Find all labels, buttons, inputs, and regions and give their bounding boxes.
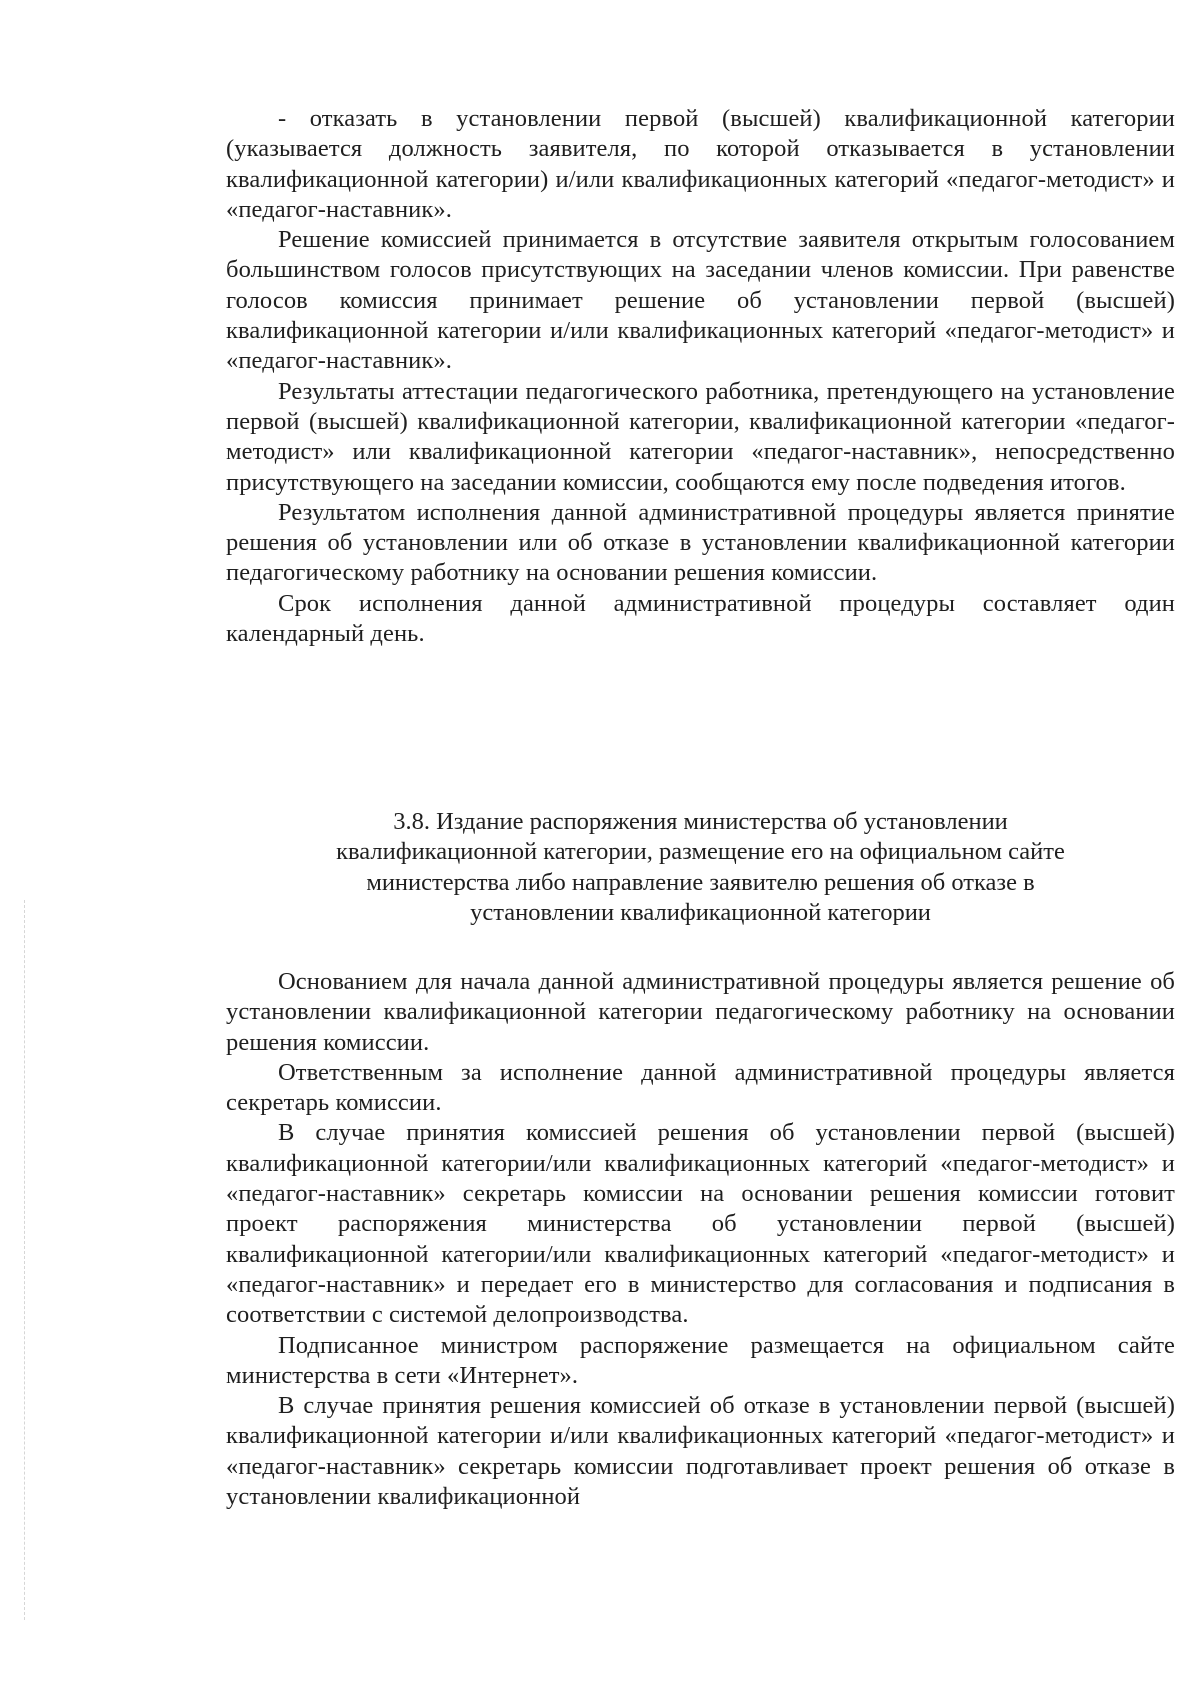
paragraph-procedure-result: Результатом исполнения данной административной процедуры является принятие решения об установлении или об отказе в установлении квалификационной категории педагогическому работнику на основании решения комиссии. bbox=[226, 498, 1175, 587]
paragraph-procedure-term: Срок исполнения данной административной процедуры составляет один календарный день. bbox=[226, 589, 1175, 648]
section-heading-line: 3.8. Издание распоряжения министерства об установлении bbox=[393, 808, 1008, 835]
paragraph-procedure-basis: Основанием для начала данной административной процедуры является решение об установлении квалификационной категории педагогическому работнику на основании решения комиссии. bbox=[226, 968, 1175, 1056]
paragraph-positive-decision: В случае принятия комиссией решения об установлении первой (высшей) квалификационной категории/или квалификационных категорий «педагог-методист» и «педагог-наставник» секретарь комиссии на основании решения комиссии готовит проект распоряжения министерства об установлении первой (высшей) квалификационной категории/или квалификационных категорий «педагог-методист» и «педагог-наставник» и передает его в министерство для согласования и подписания в соответствии с системой делопроизводства. bbox=[226, 1119, 1175, 1329]
paragraph-commission-decision: Решение комиссией принимается в отсутствие заявителя открытым голосованием большинством голосов присутствующих на заседании членов комиссии. При равенстве голосов комиссия принимает решение об установлении первой (высшей) квалификационной категории и/или квалификационных категорий «педагог-методист» и «педагог-наставник». bbox=[226, 226, 1175, 375]
paragraph-publication: Подписанное министром распоряжение размещается на официальном сайте министерства в сети «Интернет». bbox=[226, 1331, 1175, 1389]
top-text-block bbox=[226, 104, 1175, 649]
section-heading bbox=[226, 807, 1175, 928]
paragraph-refusal-decision: В случае принятия решения комиссией об отказе в установлении первой (высшей) квалификационной категории и/или квалификационных категорий «педагог-методист» и «педагог-наставник» секретарь комиссии подготавливает проект решения об отказе в установлении квалификационной bbox=[226, 1392, 1175, 1511]
section-heading-line: министерства либо направление заявителю решения об отказе в bbox=[366, 868, 1035, 896]
section-heading-line: установлении квалификационной категории bbox=[470, 898, 931, 926]
paragraph-responsible: Ответственным за исполнение данной административной процедуры является секретарь комиссии. bbox=[226, 1058, 1175, 1117]
section-heading-line: квалификационной категории, размещение его на официальном сайте bbox=[336, 838, 1065, 866]
paragraph-refusal-option: - отказать в установлении первой (высшей) квалификационной категории (указывается должность заявителя, по которой отказывается в установлении квалификационной категории) и/или квалификационных категорий «педагог-методист» и «педагог-наставник». bbox=[226, 105, 1175, 223]
paragraph-attestation-results: Результаты аттестации педагогического работника, претендующего на установление первой (высшей) квалификационной категории, квалификационной категории «педагог-методист» или квалификационной категории «педагог-наставник», непосредственно присутствующего на заседании комиссии, сообщаются ему после подведения итогов. bbox=[226, 377, 1175, 496]
bottom-text-block bbox=[226, 967, 1175, 1512]
scan-margin-line bbox=[24, 900, 25, 1620]
